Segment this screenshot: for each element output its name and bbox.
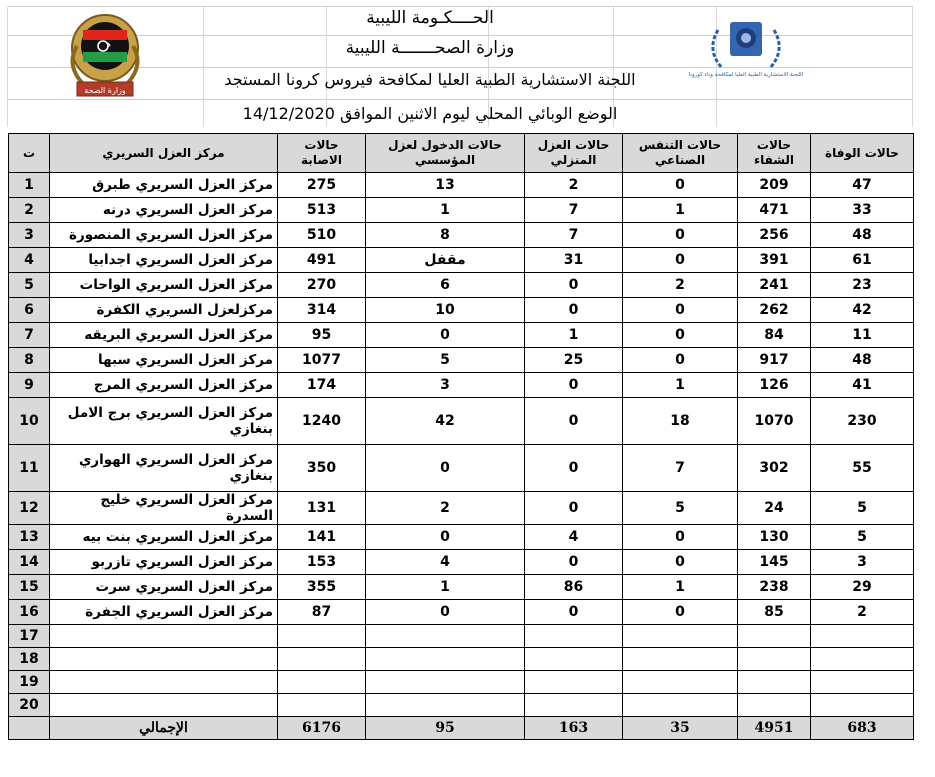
cell-home: 1 (525, 323, 623, 348)
table-row (9, 223, 914, 248)
cell-vent: 0 (623, 550, 738, 575)
cell-empty (811, 671, 914, 694)
cell-vent: 0 (623, 298, 738, 323)
table-row (9, 198, 914, 223)
cell-rec: 391 (738, 248, 811, 273)
col-index: ت (9, 134, 50, 173)
cell-vent: 0 (623, 348, 738, 373)
cell-center: مركز العزل السريري الجفرة (50, 600, 278, 625)
report-date: الوضع الوبائي المحلي ليوم الاثنين الموافق 14/12/2020 (242, 104, 618, 123)
table-row-empty (9, 625, 914, 648)
cell-deaths: 5 (811, 492, 914, 525)
cell-cases: 491 (278, 248, 366, 273)
cell-vent: 18 (623, 398, 738, 445)
cell-empty (366, 694, 525, 717)
cell-n: 4 (9, 248, 50, 273)
cell-empty (623, 625, 738, 648)
cell-center: مركز العزل السريري الواحات (50, 273, 278, 298)
cell-center: مركز العزل السريري بنت بيه (50, 525, 278, 550)
cell-vent: 1 (623, 373, 738, 398)
cell-empty (366, 648, 525, 671)
cell-n: 8 (9, 348, 50, 373)
cell-center: مركز العزل السريري سبها (50, 348, 278, 373)
cell-home: 0 (525, 600, 623, 625)
cell-home: 0 (525, 550, 623, 575)
cell-rec: 1070 (738, 398, 811, 445)
cell-admitted: 0 (366, 445, 525, 492)
cell-admitted: 0 (366, 600, 525, 625)
cell-deaths: 48 (811, 223, 914, 248)
table-row (9, 348, 914, 373)
cell-home: 7 (525, 198, 623, 223)
cell-center: مركز العزل السريري الهواري بنغازي (50, 445, 278, 492)
table-header-row (9, 134, 914, 173)
total-vent: 35 (623, 717, 738, 740)
cell-empty (366, 671, 525, 694)
table-row (9, 575, 914, 600)
cell-center: مركز العزل السريري تازربو (50, 550, 278, 575)
cell-home: 7 (525, 223, 623, 248)
cell-cases: 270 (278, 273, 366, 298)
cell-n: 12 (9, 492, 50, 525)
table-row (9, 298, 914, 323)
cell-vent: 2 (623, 273, 738, 298)
col-deaths: حالات الوفاة (811, 134, 914, 173)
col-cases: حالات الاصابة (278, 134, 366, 173)
cell-admitted: 1 (366, 198, 525, 223)
cell-empty (623, 671, 738, 694)
cell-deaths: 55 (811, 445, 914, 492)
cell-empty (623, 648, 738, 671)
cell-cases: 95 (278, 323, 366, 348)
cell-empty (811, 694, 914, 717)
cell-empty (50, 648, 278, 671)
cell-vent: 0 (623, 248, 738, 273)
cell-empty (525, 648, 623, 671)
cell-home: 31 (525, 248, 623, 273)
col-home-isolation: حالات العزل المنزلي (525, 134, 623, 173)
cell-home: 4 (525, 525, 623, 550)
cell-n: 18 (9, 648, 50, 671)
cell-center: مركز العزل السريري برج الامل بنغازي (50, 398, 278, 445)
cell-cases: 513 (278, 198, 366, 223)
total-index (9, 717, 50, 740)
cell-rec: 130 (738, 525, 811, 550)
cell-n: 9 (9, 373, 50, 398)
total-admitted: 95 (366, 717, 525, 740)
cell-home: 0 (525, 398, 623, 445)
cell-admitted: 0 (366, 323, 525, 348)
cell-admitted: 8 (366, 223, 525, 248)
cell-cases: 510 (278, 223, 366, 248)
cell-rec: 238 (738, 575, 811, 600)
cell-empty (50, 625, 278, 648)
col-admitted: حالات الدخول لعزل المؤسسي (366, 134, 525, 173)
cell-cases: 174 (278, 373, 366, 398)
cell-vent: 0 (623, 600, 738, 625)
table-row (9, 525, 914, 550)
cell-empty (278, 694, 366, 717)
cell-admitted: 0 (366, 525, 525, 550)
cell-deaths: 23 (811, 273, 914, 298)
cell-empty (525, 671, 623, 694)
table-row (9, 550, 914, 575)
table-row (9, 373, 914, 398)
table-row-empty (9, 671, 914, 694)
cell-admitted: 5 (366, 348, 525, 373)
cell-rec: 145 (738, 550, 811, 575)
cell-center: مركز العزل السريري سرت (50, 575, 278, 600)
cell-rec: 241 (738, 273, 811, 298)
table-row (9, 600, 914, 625)
cell-home: 0 (525, 492, 623, 525)
cell-admitted: 10 (366, 298, 525, 323)
cell-empty (525, 625, 623, 648)
cell-n: 2 (9, 198, 50, 223)
cell-n: 15 (9, 575, 50, 600)
ministry-title: وزارة الصحـــــــة الليبية (345, 38, 515, 58)
cell-admitted: 1 (366, 575, 525, 600)
cell-n: 17 (9, 625, 50, 648)
table-row-empty (9, 648, 914, 671)
cell-center: مركز العزل السريري المنصورة (50, 223, 278, 248)
cell-deaths: 2 (811, 600, 914, 625)
cell-rec: 917 (738, 348, 811, 373)
total-home: 163 (525, 717, 623, 740)
cell-admitted: 2 (366, 492, 525, 525)
cell-admitted: 6 (366, 273, 525, 298)
cell-home: 2 (525, 173, 623, 198)
table-row (9, 445, 914, 492)
total-rec: 4951 (738, 717, 811, 740)
cell-deaths: 33 (811, 198, 914, 223)
cell-center: مركز العزل السريري طبرق (50, 173, 278, 198)
cell-cases: 87 (278, 600, 366, 625)
cell-home: 0 (525, 445, 623, 492)
cell-home: 0 (525, 373, 623, 398)
cell-cases: 1240 (278, 398, 366, 445)
cell-vent: 5 (623, 492, 738, 525)
cell-rec: 209 (738, 173, 811, 198)
cell-cases: 131 (278, 492, 366, 525)
cell-deaths: 29 (811, 575, 914, 600)
cell-n: 11 (9, 445, 50, 492)
cell-vent: 0 (623, 173, 738, 198)
cell-vent: 1 (623, 575, 738, 600)
table-row (9, 323, 914, 348)
table-row (9, 398, 914, 445)
cell-deaths: 47 (811, 173, 914, 198)
cell-empty (50, 694, 278, 717)
cell-n: 16 (9, 600, 50, 625)
table-row (9, 492, 914, 525)
committee-logo-icon (688, 10, 804, 94)
cell-deaths: 48 (811, 348, 914, 373)
committee-title: اللجنة الاستشارية الطبية العليا لمكافحة فيروس كرونا المستجد (224, 70, 636, 89)
cell-n: 19 (9, 671, 50, 694)
cell-empty (278, 671, 366, 694)
cell-vent: 0 (623, 223, 738, 248)
cell-n: 20 (9, 694, 50, 717)
isolation-centers-table (8, 133, 914, 740)
cell-n: 13 (9, 525, 50, 550)
cell-deaths: 230 (811, 398, 914, 445)
cell-empty (278, 625, 366, 648)
cell-empty (738, 625, 811, 648)
cell-cases: 275 (278, 173, 366, 198)
cell-rec: 84 (738, 323, 811, 348)
cell-empty (623, 694, 738, 717)
cell-cases: 355 (278, 575, 366, 600)
cell-empty (811, 625, 914, 648)
cell-rec: 24 (738, 492, 811, 525)
cell-deaths: 61 (811, 248, 914, 273)
cell-deaths: 5 (811, 525, 914, 550)
cell-rec: 262 (738, 298, 811, 323)
cell-empty (366, 625, 525, 648)
col-ventilator: حالات التنفس الصناعي (623, 134, 738, 173)
cell-empty (738, 671, 811, 694)
cell-home: 25 (525, 348, 623, 373)
cell-empty (738, 648, 811, 671)
cell-center: مركز العزل السريري خليج السدرة (50, 492, 278, 525)
total-row (9, 717, 914, 740)
cell-n: 7 (9, 323, 50, 348)
total-deaths: 683 (811, 717, 914, 740)
cell-admitted: 13 (366, 173, 525, 198)
cell-home: 0 (525, 298, 623, 323)
svg-text:وزارة الصحة: وزارة الصحة (84, 86, 126, 95)
cell-center: مركز العزل السريري درنه (50, 198, 278, 223)
cell-center: مركز العزل السريري اجدابيا (50, 248, 278, 273)
cell-deaths: 42 (811, 298, 914, 323)
col-center: مركز العزل السريري (50, 134, 278, 173)
svg-text:اللجنة الاستشارية الطبية العلي: اللجنة الاستشارية الطبية العليا لمكافحة وباء كورونا (688, 72, 804, 78)
cell-admitted: مقفل (366, 248, 525, 273)
cell-vent: 0 (623, 525, 738, 550)
cell-rec: 471 (738, 198, 811, 223)
total-label: الإجمالي (50, 717, 278, 740)
cell-center: مركزلعزل السريري الكفرة (50, 298, 278, 323)
cell-center: مركز العزل السريري البريقه (50, 323, 278, 348)
cell-cases: 350 (278, 445, 366, 492)
cell-n: 14 (9, 550, 50, 575)
table-row-empty (9, 694, 914, 717)
cell-deaths: 41 (811, 373, 914, 398)
cell-home: 0 (525, 273, 623, 298)
cell-cases: 141 (278, 525, 366, 550)
cell-n: 3 (9, 223, 50, 248)
cell-vent: 1 (623, 198, 738, 223)
cell-deaths: 3 (811, 550, 914, 575)
total-cases: 6176 (278, 717, 366, 740)
table-row (9, 173, 914, 198)
cell-center: مركز العزل السريري المرج (50, 373, 278, 398)
cell-n: 6 (9, 298, 50, 323)
cell-n: 10 (9, 398, 50, 445)
cell-admitted: 3 (366, 373, 525, 398)
cell-cases: 1077 (278, 348, 366, 373)
cell-vent: 7 (623, 445, 738, 492)
cell-vent: 0 (623, 323, 738, 348)
cell-empty (525, 694, 623, 717)
cell-home: 86 (525, 575, 623, 600)
cell-cases: 153 (278, 550, 366, 575)
cell-admitted: 42 (366, 398, 525, 445)
cell-empty (811, 648, 914, 671)
government-title: الحــــكـومة الليبية (366, 8, 494, 28)
ministry-emblem-icon (55, 6, 155, 102)
cell-n: 5 (9, 273, 50, 298)
cell-rec: 85 (738, 600, 811, 625)
cell-empty (50, 671, 278, 694)
cell-empty (278, 648, 366, 671)
cell-empty (738, 694, 811, 717)
cell-rec: 126 (738, 373, 811, 398)
cell-deaths: 11 (811, 323, 914, 348)
table-row (9, 248, 914, 273)
cell-n: 1 (9, 173, 50, 198)
table-row (9, 273, 914, 298)
cell-cases: 314 (278, 298, 366, 323)
col-recovered: حالات الشفاء (738, 134, 811, 173)
cell-rec: 256 (738, 223, 811, 248)
cell-rec: 302 (738, 445, 811, 492)
cell-admitted: 4 (366, 550, 525, 575)
